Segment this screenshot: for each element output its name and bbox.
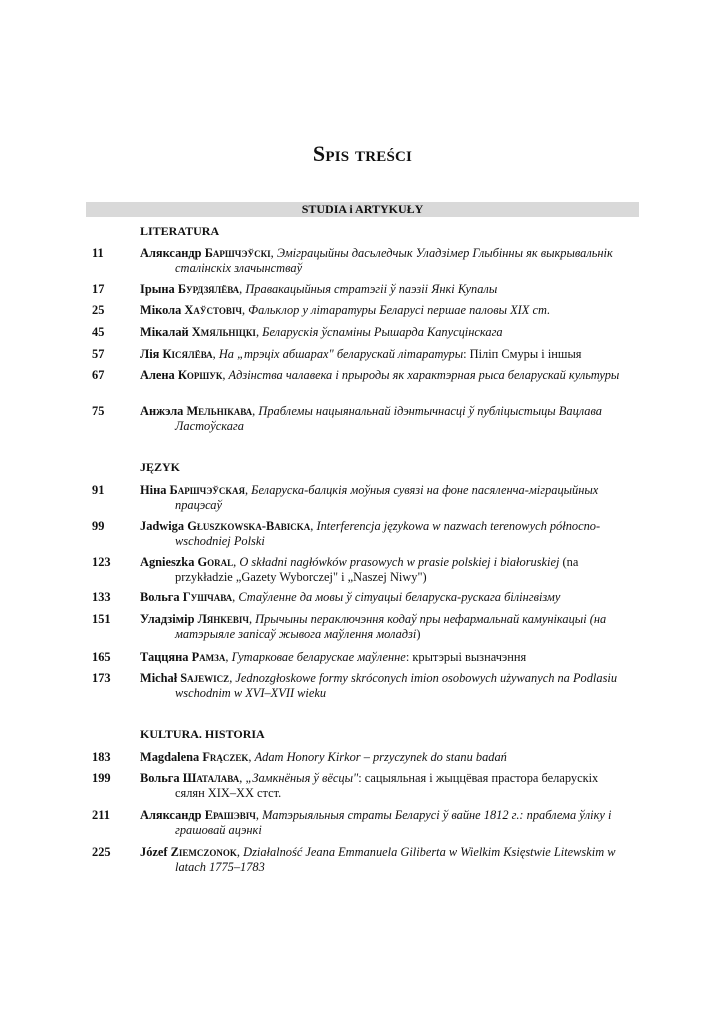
article-title: Jednozgłoskowe formy skróconych imion osobowych używanych na Podlasiu wschodnim w XVI–XVII wieku xyxy=(175,671,618,700)
article-title: Правакацыйныя стратэгіі ў паэзіі Янкі Купалы xyxy=(245,282,498,296)
toc-entry xyxy=(86,282,631,297)
toc-entry xyxy=(86,590,631,605)
author-first-name: Michał xyxy=(140,671,178,685)
page-number: 173 xyxy=(92,671,111,685)
toc-entry xyxy=(86,808,631,838)
entry-text: Аляксандр Баршчэўскі, Эміграцыйны дасьледчык Уладзімер Глыбінны як выкрывальнік сталінскіх злачынстваў xyxy=(140,246,613,275)
author-first-name: Аляксандр xyxy=(140,808,202,822)
page-number: 67 xyxy=(92,368,105,382)
entry-text: Magdalena Frączek, Adam Honory Kirkor – przyczynek do stanu badań xyxy=(140,750,507,764)
author-first-name: Аляксандр xyxy=(140,246,202,260)
author-first-name: Мікалай xyxy=(140,325,189,339)
author-last-name: Ziemczonok xyxy=(170,845,237,859)
entry-text: Мікалай Хмяльніцкі, Беларускія ўспаміны Рышарда Капусцінскага xyxy=(140,325,503,339)
article-title-suffix: : сацыяльная і жыццёвая прастора беларускіх сялян XIX–XX стст. xyxy=(175,771,599,800)
author-last-name: Frączek xyxy=(202,750,249,764)
entry-text: Аляксандр Ерашэвіч, Матэрыяльныя страты Беларусі ў вайне 1812 г.: праблема ўліку і грашовай ацэнкі xyxy=(140,808,612,837)
article-title: O składni nagłówków prasowych w prasie polskiej i białoruskiej xyxy=(239,555,560,569)
page-number: 25 xyxy=(92,303,105,317)
page-number: 17 xyxy=(92,282,105,296)
page-number: 133 xyxy=(92,590,111,604)
article-title: Эміграцыйны дасьледчык Уладзімер Глыбінны як выкрывальнік сталінскіх злачынстваў xyxy=(175,246,613,275)
page-number: 199 xyxy=(92,771,111,785)
toc-entry xyxy=(86,555,631,585)
toc-entry xyxy=(86,404,631,434)
toc-entry xyxy=(86,845,631,875)
toc-entry xyxy=(86,519,631,549)
author-first-name: Jadwiga xyxy=(140,519,185,533)
author-last-name: Коршук xyxy=(177,368,223,382)
author-last-name: Шаталава xyxy=(182,771,240,785)
author-first-name: Вольга xyxy=(140,590,180,604)
author-last-name: Лянкевіч xyxy=(197,612,249,626)
page-number: 211 xyxy=(92,808,110,822)
author-last-name: Бурдзялёва xyxy=(177,282,240,296)
author-first-name: Ніна xyxy=(140,483,167,497)
page-number: 75 xyxy=(92,404,105,418)
article-title: На „трэціх абшарах" беларускай літаратуры xyxy=(218,347,464,361)
entry-text: Вольга Гушчава, Стаўленне да мовы ў сітуацыі беларуска-рускага білінгвізму xyxy=(140,590,561,604)
author-first-name: Алена xyxy=(140,368,175,382)
entry-text: Michał Sajewicz, Jednozgłoskowe formy skróconych imion osobowych używanych na Podlasiu wschodnim w XVI–XVII wieku xyxy=(140,671,618,700)
article-title: Фальклор у літаратуры Беларусі першае паловы XIX ст. xyxy=(248,303,551,317)
author-last-name: Głuszkowska-Babicka xyxy=(187,519,311,533)
section-bar-studia: STUDIA i ARTYKUŁY xyxy=(86,202,639,217)
page-number: 183 xyxy=(92,750,111,764)
author-last-name: Кісялёва xyxy=(162,347,213,361)
page-number: 91 xyxy=(92,483,105,497)
page-number: 57 xyxy=(92,347,105,361)
page-number: 225 xyxy=(92,845,111,859)
article-title: Беларуска-балцкія моўныя сувязі на фоне пасяленча-міграцыйных працэсаў xyxy=(175,483,599,512)
entry-text: Вольга Шаталава, „Замкнёныя ў вёсцы": сацыяльная і жыццёвая прастора беларускіх сялян XIX–XX стст. xyxy=(140,771,599,800)
author-last-name: Гушчава xyxy=(182,590,233,604)
entry-text: Лія Кісялёва, На „трэціх абшарах" беларускай літаратуры: Піліп Смуры і іншыя xyxy=(140,347,582,361)
entry-text: Ірына Бурдзялёва, Правакацыйныя стратэгіі ў паэзіі Янкі Купалы xyxy=(140,282,498,296)
page-number: 123 xyxy=(92,555,111,569)
article-title-suffix: ) xyxy=(416,627,421,641)
page-number: 165 xyxy=(92,650,111,664)
entry-text: Мікола Хаўстовіч, Фальклор у літаратуры Беларусі першае паловы XIX ст. xyxy=(140,303,551,317)
author-first-name: Józef xyxy=(140,845,168,859)
toc-entry xyxy=(86,750,631,765)
article-title: Działalność Jeana Emmanuela Giliberta w Wielkim Księstwie Litewskim w latach 1775–1783 xyxy=(175,845,616,874)
article-title: „Замкнёныя ў вёсцы" xyxy=(245,771,359,785)
author-first-name: Magdalena xyxy=(140,750,200,764)
article-title: Стаўленне да мовы ў сітуацыі беларуска-рускага білінгвізму xyxy=(238,590,561,604)
group-heading: LITERATURA xyxy=(140,224,220,238)
article-title: Adam Honory Kirkor – przyczynek do stanu badań xyxy=(254,750,507,764)
article-title-suffix: (na przykładzie „Gazety Wyborczej" i „Naszej Niwy") xyxy=(175,555,579,584)
author-first-name: Мікола xyxy=(140,303,182,317)
article-title-suffix: : Піліп Смуры і іншыя xyxy=(463,347,582,361)
toc-entry xyxy=(86,650,631,665)
article-title: Interferencja językowa w nazwach terenowych północno-wschodniej Polski xyxy=(175,519,601,548)
page-number: 99 xyxy=(92,519,105,533)
toc-entry xyxy=(86,246,631,276)
article-title: Беларускія ўспаміны Рышарда Капусцінскага xyxy=(262,325,503,339)
article-title: Праблемы нацыянальнай ідэнтычнасці ў публіцыстыцы Вацлава Ластоўскага xyxy=(175,404,602,433)
author-last-name: Мельнікава xyxy=(186,404,253,418)
entry-text: Ніна Баршчэўская, Беларуска-балцкія моўныя сувязі на фоне пасяленча-міграцыйных працэсаў xyxy=(140,483,599,512)
article-title-suffix: : крытэрыі вызначэння xyxy=(405,650,527,664)
entry-text: Анжэла Мельнікава, Праблемы нацыянальнай ідэнтычнасці ў публіцыстыцы Вацлава Ластоўскага xyxy=(140,404,602,433)
toc-entry xyxy=(86,771,631,801)
page-number: 151 xyxy=(92,612,111,626)
entry-text: Алена Коршук, Адзінства чалавека і прыроды як характэрная рыса беларускай культуры xyxy=(140,368,620,382)
author-first-name: Agnieszka xyxy=(140,555,195,569)
entry-text: Jadwiga Głuszkowska-Babicka, Interferencja językowa w nazwach terenowych północno-wschodniej Polski xyxy=(140,519,601,548)
author-last-name: Баршчэўская xyxy=(169,483,245,497)
toc-entry xyxy=(86,671,631,701)
page-number: 45 xyxy=(92,325,105,339)
toc-entry xyxy=(86,483,631,513)
toc-entry xyxy=(86,347,631,362)
article-title: Гутарковае беларускае маўленне xyxy=(231,650,406,664)
entry-text: Józef Ziemczonok, Działalność Jeana Emmanuela Giliberta w Wielkim Księstwie Litewskim w latach 1775–1783 xyxy=(140,845,616,874)
page-title: Spis treści xyxy=(312,141,413,166)
toc-entry xyxy=(86,325,631,340)
author-first-name: Вольга xyxy=(140,771,180,785)
author-last-name: Хмяльніцкі xyxy=(191,325,256,339)
author-first-name: Уладзімір xyxy=(140,612,195,626)
entry-text: Уладзімір Лянкевіч, Прычыны пераключэння кодаў пры нефармальнай камунікацыі (на матэрыяле запісаў жывога маўлення моладзі) xyxy=(140,612,607,641)
article-title: Прычыны пераключэння кодаў пры нефармальнай камунікацыі (на матэрыяле запісаў жывога маўлення моладзі xyxy=(175,612,607,641)
author-last-name: Хаўстовіч xyxy=(184,303,242,317)
entry-text: Таццяна Рамза, Гутарковае беларускае маўленне: крытэрыі вызначэння xyxy=(140,650,527,664)
entry-text: Agnieszka Goral, O składni nagłówków prasowych w prasie polskiej i białoruskiej (na przykładzie „Gazety Wyborczej" i „Naszej Niwy") xyxy=(140,555,579,584)
group-heading: JĘZYK xyxy=(140,460,181,474)
author-last-name: Goral xyxy=(197,555,234,569)
toc-entry xyxy=(86,303,631,318)
author-first-name: Анжэла xyxy=(140,404,184,418)
author-last-name: Баршчэўскі xyxy=(204,246,271,260)
page-number: 11 xyxy=(92,246,104,260)
author-last-name: Sajewicz xyxy=(180,671,230,685)
author-first-name: Ірына xyxy=(140,282,175,296)
toc-entry xyxy=(86,612,631,642)
author-first-name: Лія xyxy=(140,347,160,361)
author-last-name: Рамза xyxy=(191,650,226,664)
toc-entry xyxy=(86,368,631,383)
article-title: Адзінства чалавека і прыроды як характэрная рыса беларускай культуры xyxy=(228,368,620,382)
group-heading: KULTURA. HISTORIA xyxy=(140,727,265,741)
author-last-name: Ерашэвіч xyxy=(204,808,256,822)
author-first-name: Таццяна xyxy=(140,650,189,664)
article-title: Матэрыяльныя страты Беларусі ў вайне 1812 г.: праблема ўліку і грашовай ацэнкі xyxy=(175,808,612,837)
